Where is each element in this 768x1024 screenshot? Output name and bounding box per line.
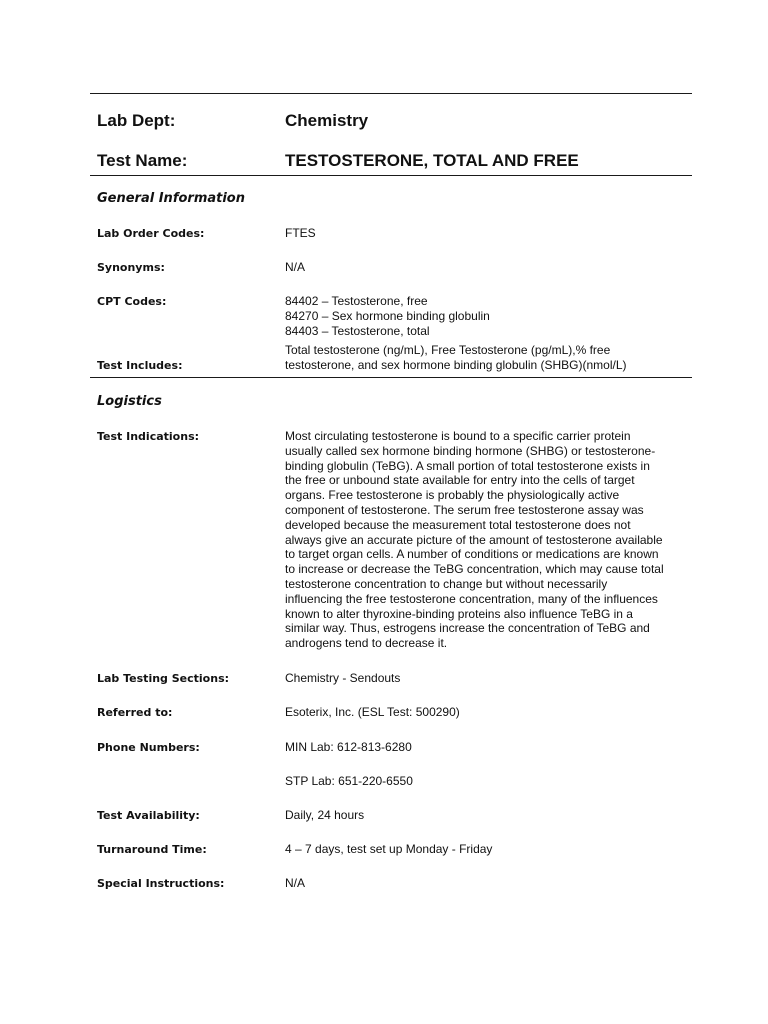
- header-rule: [90, 175, 692, 176]
- synonyms-value: N/A: [285, 260, 306, 274]
- indication-line: developed because the measurement total testosterone does not: [285, 517, 631, 532]
- lab-order-codes-value: FTES: [285, 226, 316, 240]
- test-availability-label: Test Availability:: [97, 809, 200, 822]
- test-includes-line: testosterone, and sex hormone binding globulin (SHBG)(nmol/L): [285, 357, 627, 372]
- indication-line: usually called sex hormone binding hormone (SHBG) or testosterone-: [285, 443, 656, 458]
- cpt-code-line: 84270 – Sex hormone binding globulin: [285, 308, 490, 323]
- indication-line: binding globulin (TeBG). A small portion of total testosterone exists in: [285, 458, 650, 473]
- indication-line: to target organ cells. A number of conditions or medications are known: [285, 547, 659, 562]
- test-indications-label: Test Indications:: [97, 430, 200, 443]
- indication-line: androgens tend to decrease it.: [285, 636, 448, 651]
- lab-testing-sections-label: Lab Testing Sections:: [97, 672, 230, 685]
- special-instructions-value: N/A: [285, 876, 306, 890]
- indication-line: influencing the free testosterone concentration, many of the influences: [285, 591, 658, 606]
- lab-dept-label: Lab Dept:: [97, 111, 176, 130]
- general-rule: [90, 377, 692, 378]
- indication-line: testosterone concentration to change but without necessarily: [285, 576, 608, 591]
- cpt-codes-label: CPT Codes:: [97, 295, 167, 308]
- phone-numbers-label: Phone Numbers:: [97, 741, 200, 754]
- test-includes-value: [285, 343, 627, 373]
- referred-to-value: Esoterix, Inc. (ESL Test: 500290): [285, 705, 460, 719]
- indication-line: always give an accurate picture of the amount of testosterone available: [285, 532, 663, 547]
- min-lab-phone: MIN Lab: 612-813-6280: [285, 740, 412, 754]
- indication-line: to increase or decrease the TeBG concentration, which may cause total: [285, 562, 664, 577]
- indication-line: organs. Free testosterone is probably the physiologically active: [285, 488, 620, 503]
- indication-line: similar way. Thus, estrogens increase the concentration of TeBG and: [285, 621, 650, 636]
- synonyms-label: Synonyms:: [97, 261, 165, 274]
- lab-order-codes-label: Lab Order Codes:: [97, 227, 205, 240]
- test-name-label: Test Name:: [97, 151, 188, 170]
- cpt-code-line: 84403 – Testosterone, total: [285, 323, 430, 338]
- logistics-heading: Logistics: [97, 394, 162, 409]
- general-information-heading: General Information: [97, 191, 245, 206]
- indication-line: component of testosterone. The serum free testosterone assay was: [285, 502, 644, 517]
- referred-to-label: Referred to:: [97, 706, 173, 719]
- indication-line: the free or unbound state available for entry into the cells of target: [285, 473, 635, 488]
- stp-lab-phone: STP Lab: 651-220-6550: [285, 774, 413, 788]
- test-includes-label: Test Includes:: [97, 359, 183, 372]
- indication-line: Most circulating testosterone is bound to a specific carrier protein: [285, 429, 631, 443]
- special-instructions-label: Special Instructions:: [97, 877, 225, 890]
- test-indications-text: [285, 429, 664, 651]
- lab-testing-sections-value: Chemistry - Sendouts: [285, 671, 401, 685]
- turnaround-time-label: Turnaround Time:: [97, 843, 207, 856]
- turnaround-time-value: 4 – 7 days, test set up Monday - Friday: [285, 842, 493, 856]
- test-name-value: TESTOSTERONE, TOTAL AND FREE: [285, 151, 579, 170]
- test-availability-value: Daily, 24 hours: [285, 808, 365, 822]
- lab-dept-value: Chemistry: [285, 111, 369, 130]
- cpt-code-line: 84402 – Testosterone, free: [285, 294, 428, 308]
- cpt-codes-value: [285, 294, 490, 338]
- indication-line: known to alter thyroxine-binding proteins also influence TeBG in a: [285, 606, 633, 621]
- top-rule: [90, 93, 692, 94]
- test-includes-line: Total testosterone (ng/mL), Free Testosterone (pg/mL),% free: [285, 343, 611, 357]
